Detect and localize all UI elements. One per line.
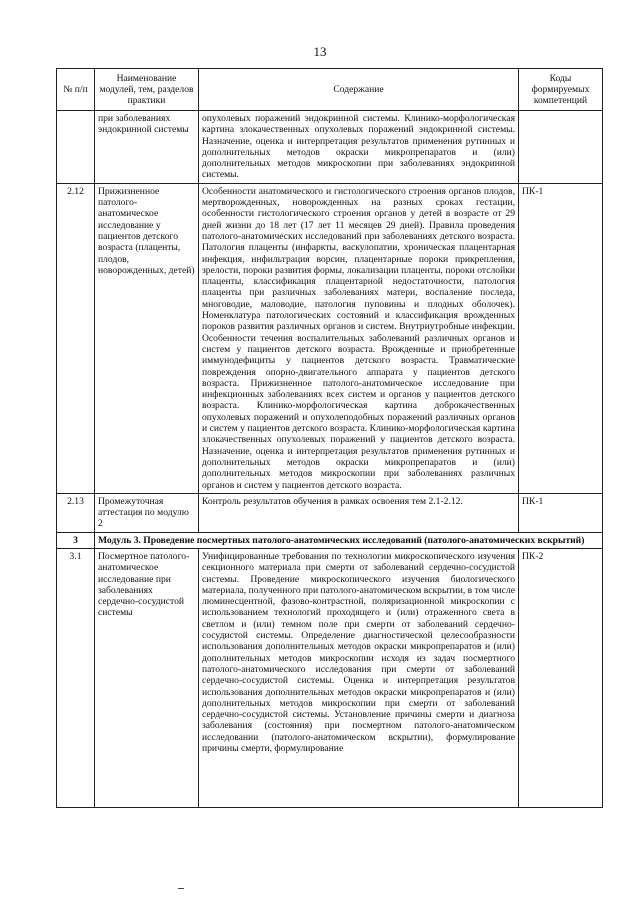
table-row [57,493,603,532]
table-row [57,548,603,807]
row-num [57,111,95,184]
header-content: Содержание [199,69,519,111]
table-header-row [57,69,603,111]
row-name: Посмертное патолого-анатомическое исследование при заболеваниях сердечно-сосудистой системы [95,548,199,807]
row-content: опухолевых поражений эндокринной системы. Клинико-морфологическая картина злокачественных опухолевых поражений эндокринной системы. Назначение, оценка и интерпретация результатов применения рутинных и дополнительных методов окраски микропрепаратов и (или) дополнительных методов микроскопии при заболеваниях эндокринной системы. [199,111,519,184]
header-name: Наименование модулей, тем, разделов практики [95,69,199,111]
row-num: 3.1 [57,548,95,807]
row-content: Особенности анатомического и гистологического строения органов плодов, мертворожденных, новорожденных на разных сроках гестации, особенности гистологического строения органов у детей в возрасте от 29 дней жизни до 18 лет (17 лет 11 месяцев 29 дней). Правила проведения патолого-анатомических исследований при заболеваниях детского возраста. Патология плаценты (инфаркты, васкулопатии, хроническая плацентарная инфекция, инфильтрация ворсин, плацентарные пороки прикрепления, зрелости, пороки развития формы, локализации плаценты, пороки отслойки плаценты, классификация плацентарной недостаточности, патология плаценты при различных заболеваниях матери, воспаление последа, многоводие, маловодие, патология пуповины и плодных оболочек). Номенклатура патологических состояний и классификация врожденных пороков развития различных органов и систем. Внутриутробные инфекции. Особенности течения воспалительных заболеваний различных органов и систем у пациентов детского возраста. Врожденные и приобретенные иммунодефициты у пациентов детского возраста. Травматические повреждения опорно-двигательного аппарата у пациентов детского возраста. Прижизненное патолого-анатомическое исследование при инфекционных заболеваниях всех систем и органов у пациентов детского возраста. Клинико-морфологическая картина доброкачественных опухолевых поражений и опухолеподобных поражений различных органов и систем у пациентов детского возраста. Клинико-морфологическая картина злокачественных опухолевых поражений у пациентов детского возраста. Назначение, оценка и интерпретация результатов применения рутинных и дополнительных методов окраски микропрепаратов и (или) дополнительных методов микроскопии при заболеваниях различных органов и систем у пациентов детского возраста. [199,183,519,493]
header-num: № п/п [57,69,95,111]
table-row [57,111,603,184]
module-row [57,532,603,548]
page-number: 13 [313,44,327,59]
scan-mark [178,888,184,889]
table-row [57,183,603,493]
curriculum-table [56,68,603,808]
row-code: ПК-2 [519,548,603,807]
row-name: Промежуточная аттестация по модулю 2 [95,493,199,532]
row-num: 2.12 [57,183,95,493]
module-title: Модуль 3. Проведение посмертных патолого-анатомических исследований (патолого-анатомических вскрытий) [95,532,603,548]
row-code: ПК-1 [519,183,603,493]
row-content: Контроль результатов обучения в рамках освоения тем 2.1-2.12. [199,493,519,532]
row-code: ПК-1 [519,493,603,532]
row-name: при заболеваниях эндокринной системы [95,111,199,184]
row-num: 2.13 [57,493,95,532]
module-num: 3 [57,532,95,548]
row-content [199,548,519,807]
row-content-text: Унифицированные требования по технологии микроскопического изучения секционного материала при смерти от заболеваний сердечно-сосудистой системы. Проведение микроскопического изучения биологического материала, полученного при патолого-анатомическом вскрытии, в том числе люминесцентной, фазово-контрастной, поляризационной микроскопии с использованием технологий проходящего и (или) отраженного света в светлом и (или) темном поле при смерти от заболеваний сердечно-сосудистой системы. Определение диагностической целесообразности использования дополнительных методов окраски микропрепаратов и (или) дополнительных методов микроскопии исходя из задач посмертного патолого-анатомического исследования при смерти от заболеваний сердечно-сосудистой системы. Оценка и интерпретация результатов использования дополнительных методов окраски микропрепаратов и (или) дополнительных методов микроскопии при смерти от заболеваний сердечно-сосудистой системы. Установление причины смерти и диагноза заболевания (состояния) при посмертном патолого-анатомическом исследовании (патолого-анатомическом вскрытии), формулирование причины смерти, формулирование [202,550,515,755]
header-codes: Коды формируемых компетенций [519,69,603,111]
row-name: Прижизненное патолого-анатомическое исследование у пациентов детского возраста (плаценты, плодов, новорожденных, детей) [95,183,199,493]
row-code [519,111,603,184]
